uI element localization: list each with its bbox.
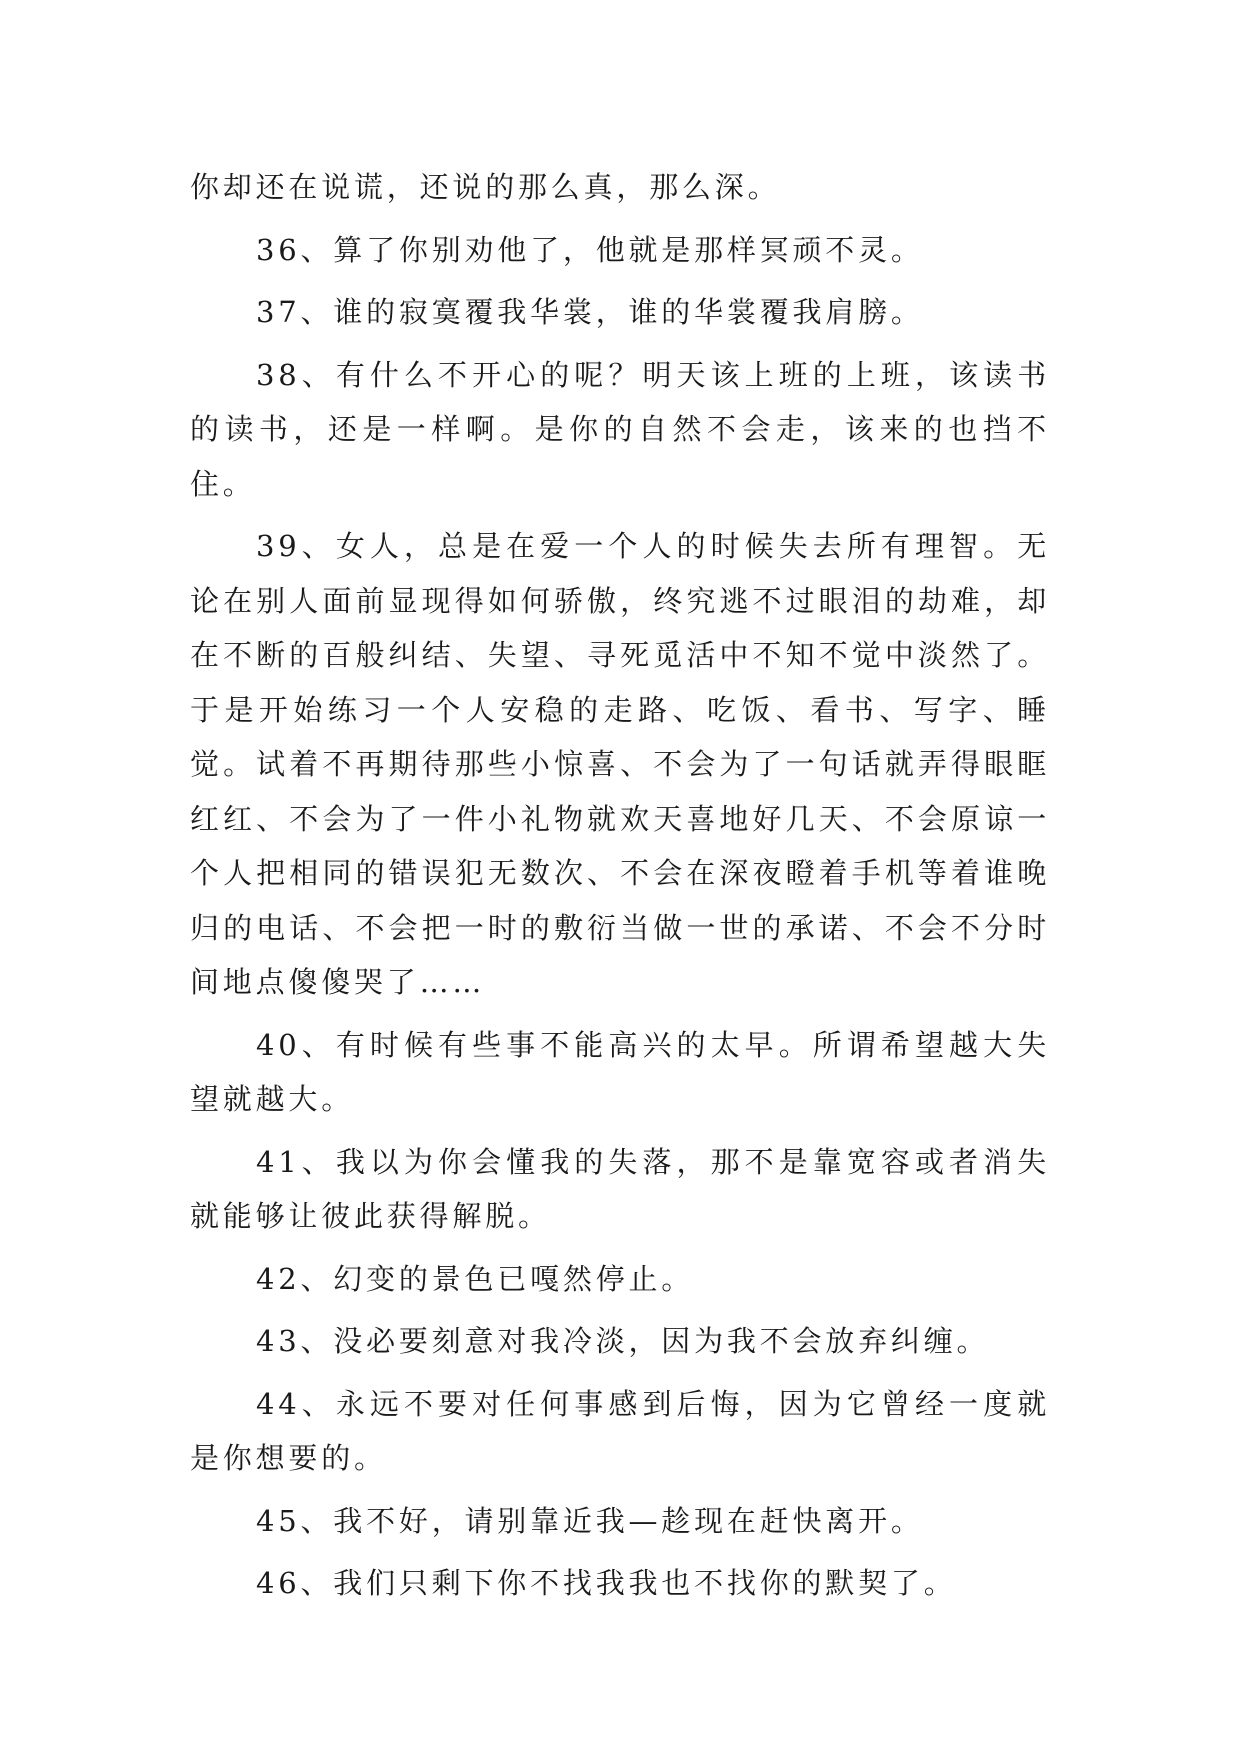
paragraph-item-38: 38、有什么不开心的呢？明天该上班的上班，该读书的读书，还是一样啊。是你的自然不会走，该来的也挡不住。: [190, 357, 1050, 501]
paragraph-item-46: 46、我们只剩下你不找我我也不找你的默契了。: [256, 1566, 957, 1600]
paragraph-item-41: 41、我以为你会懂我的失落，那不是靠宽容或者消失就能够让彼此获得解脱。: [190, 1144, 1050, 1233]
paragraph-item-37: 37、谁的寂寞覆我华裳，谁的华裳覆我肩膀。: [256, 295, 924, 329]
paragraph-item-40: 40、有时候有些事不能高兴的太早。所谓希望越大失望就越大。: [190, 1027, 1050, 1116]
paragraph-continuation: 你却还在说谎，还说的那么真，那么深。: [190, 170, 781, 204]
paragraph-item-45: 45、我不好，请别靠近我—趁现在赶快离开。: [256, 1503, 924, 1538]
paragraph-item-39: 39、女人，总是在爱一个人的时候失去所有理智。无论在别人面前显现得如何骄傲，终究逃不过眼泪的劫难，却在不断的百般纠结、失望、寻死觅活中不知不觉中淡然了。于是开始练习一个人安稳的走路、吃饭、看书、写字、睡觉。试着不再期待那些小惊喜、不会为了一句话就弄得眼眶红红、不会为了一件小礼物就欢天喜地好几天、不会原谅一个人把相同的错误犯无数次、不会在深夜瞪着手机等着谁晚归的电话、不会把一时的敷衍当做一世的承诺、不会不分时间地点傻傻哭了……: [190, 529, 1050, 999]
paragraph-item-42: 42、幻变的景色已嘎然停止。: [256, 1261, 695, 1296]
paragraph-item-44: 44、永远不要对任何事感到后悔，因为它曾经一度就是你想要的。: [190, 1386, 1050, 1475]
paragraph-item-36: 36、算了你别劝他了，他就是那样冥顽不灵。: [256, 232, 924, 267]
document-body: [190, 160, 1050, 1619]
paragraph-item-43: 43、没必要刻意对我冷淡，因为我不会放弃纠缠。: [256, 1324, 990, 1358]
